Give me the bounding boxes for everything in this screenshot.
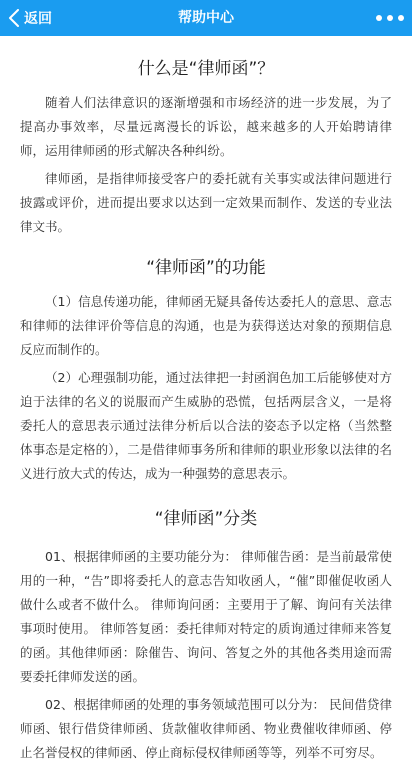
section-heading: “律师函”的功能 bbox=[146, 258, 266, 278]
more-button[interactable] bbox=[376, 0, 404, 36]
chevron-left-icon bbox=[6, 8, 22, 28]
back-label: 返回 bbox=[24, 11, 52, 27]
paragraph: （1）信息传递功能，律师函无疑具备传达委托人的意思、意志和律师的法律评价等信息的沟通，也是为获得送达对象的预期信息反应而制作的。 bbox=[20, 294, 392, 357]
more-horizontal-icon bbox=[387, 15, 393, 21]
paragraph: 随着人们法律意识的逐渐增强和市场经济的进一步发展，为了提高办事效率，尽量远离漫长的诉讼，越来越多的人开始聘请律师，运用律师函的形式解决各种纠纷。 bbox=[20, 95, 392, 158]
section-heading: 什么是“律师函”？ bbox=[137, 59, 275, 79]
section-heading: “律师函”分类 bbox=[154, 509, 258, 529]
back-button[interactable] bbox=[6, 0, 52, 36]
top-bar bbox=[0, 0, 412, 36]
page-title: 帮助中心 bbox=[178, 10, 234, 26]
paragraph: 律师函，是指律师接受客户的委托就有关事实或法律问题进行披露或评价，进而提出要求以达到一定效果而制作、发送的专业法律文书。 bbox=[20, 171, 392, 234]
more-horizontal-icon bbox=[398, 15, 404, 21]
more-horizontal-icon bbox=[376, 15, 382, 21]
paragraph: （2）心理强制功能，通过法律把一封函润色加工后能够使对方迫于法律的名义的说服而产生威胁的恐慌，包括两层含义，一是将委托人的意思表示通过法律分析后以合法的姿态予以定格（当然整体事态是定格的），二是借律师事务所和律师的职业形象以法律的名义进行放大式的传达，成为一种强势的意思表示。 bbox=[20, 370, 392, 481]
paragraph: 02、根据律师函的处理的事务领域范围可以分为： 民间借贷律师函、银行借贷律师函、货款催收律师函、物业费催收律师函、停止名誉侵权的律师函、停止商标侵权律师函等等，列举不可穷尽。 bbox=[20, 697, 392, 760]
article bbox=[0, 36, 412, 765]
paragraph: 01、根据律师函的主要功能分为： 律师催告函：是当前最常使用的一种，“告”即将委托人的意志告知收函人，“催”即催促收函人做什么或者不做什么。 律师询问函：主要用于了解、询问有关法律事项时使用。 律师答复函：委托律师对特定的质询通过律师来答复的函。其他律师函：除催告、询问、答复之外的其他各类用途而需要委托律师发送的函。 bbox=[20, 549, 392, 684]
